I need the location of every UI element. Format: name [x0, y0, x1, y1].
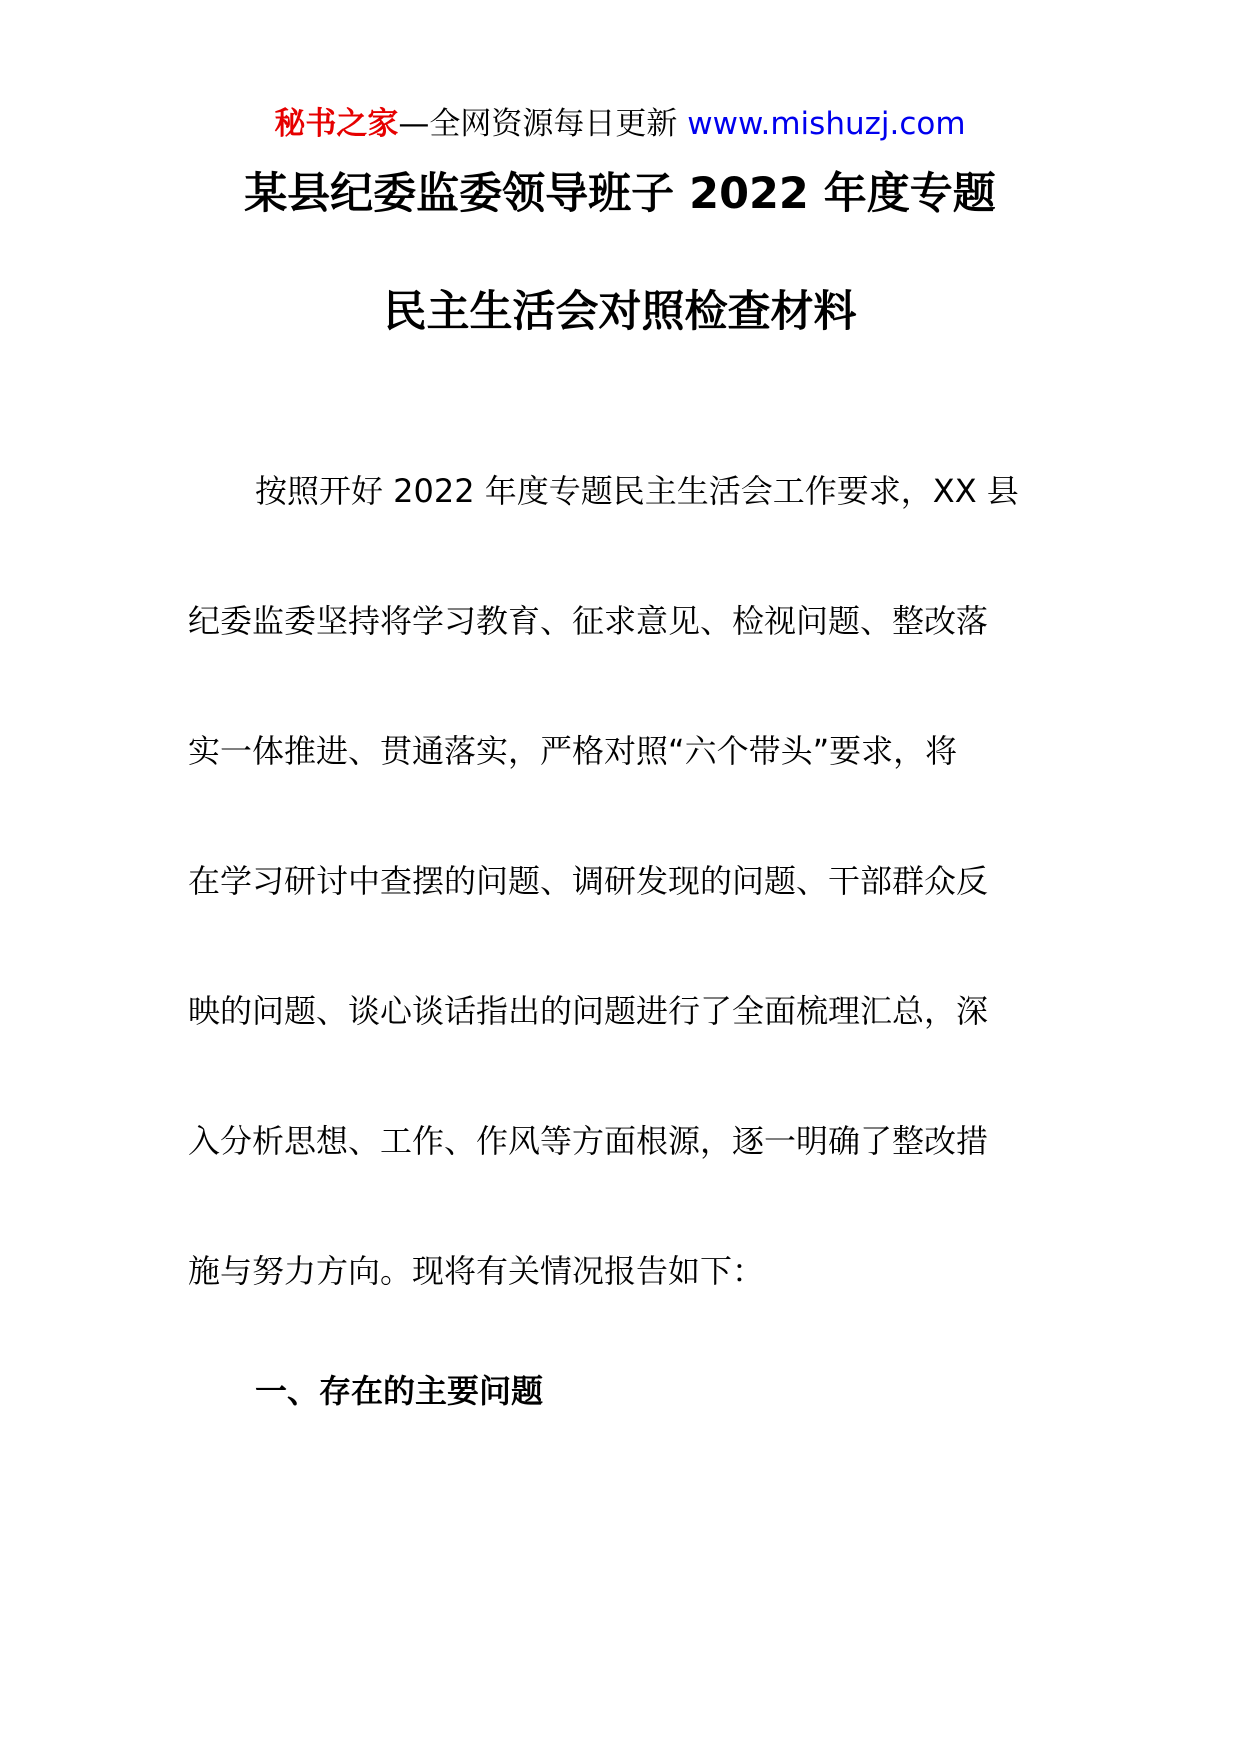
paragraph-line-2: 纪委监委坚持将学习教育、征求意见、检视问题、整改落	[188, 602, 989, 640]
paragraph-line-4: 在学习研讨中查摆的问题、调研发现的问题、干部群众反	[188, 862, 989, 900]
brand-name: 秘书之家	[274, 106, 399, 142]
paragraph-line-5: 映的问题、谈心谈话指出的问题进行了全面梳理汇总，深	[188, 992, 989, 1030]
paragraph-line-6: 入分析思想、工作、作风等方面根源，逐一明确了整改措	[188, 1122, 989, 1160]
paragraph-line-1: 按照开好 2022 年度专题民主生活会工作要求，XX 县	[255, 472, 1019, 510]
paragraph-line-7: 施与努力方向。现将有关情况报告如下：	[188, 1252, 765, 1290]
header-slogan: —全网资源每日更新	[398, 106, 688, 142]
paragraph-line-3: 实一体推进、贯通落实，严格对照“六个带头”要求，将	[188, 732, 958, 770]
site-header	[0, 100, 1240, 148]
document-title-line-2: 民主生活会对照检查材料	[383, 287, 857, 337]
document-title-line-1: 某县纪委监委领导班子 2022 年度专题	[244, 169, 996, 219]
site-url-link[interactable]: www.mishuzj.com	[687, 106, 966, 142]
section-heading: 一、存在的主要问题	[255, 1372, 544, 1410]
